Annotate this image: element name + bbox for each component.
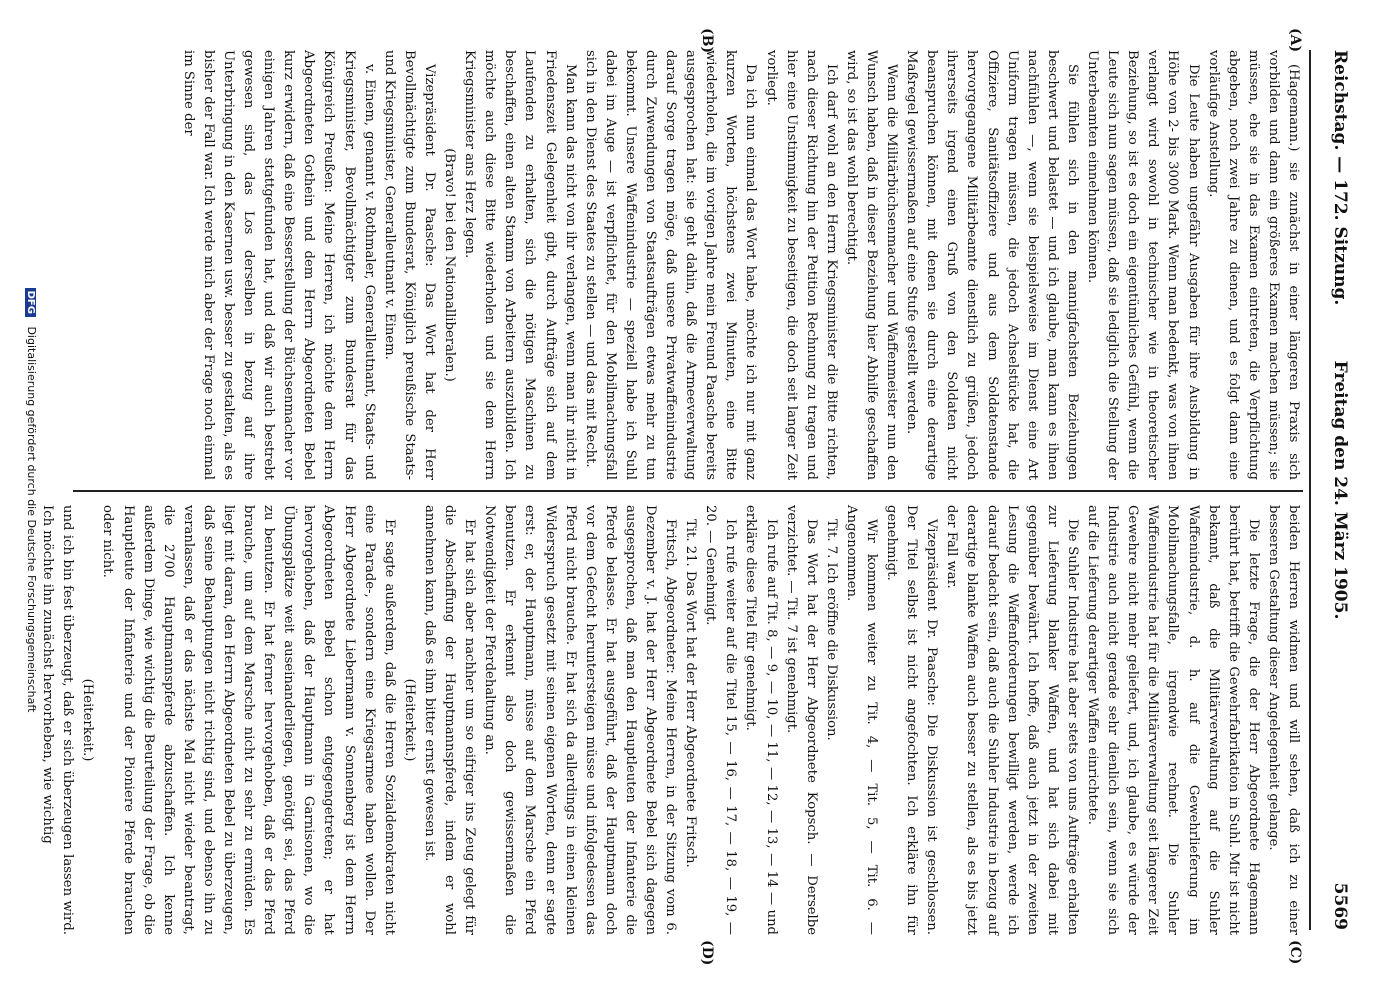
margin-marker-b: (B)	[699, 28, 715, 54]
paragraph: Er sagte außerdem, daß die Herren Sozialdemokraten nicht eine Parade-, sondern eine Kriegsarmee haben wollen. Der Herr Abgeordnete Liebermann v. Sonnenberg ist dem Herrn Abgeordneten Bebel schon entgegengetreten; er hat hervorgehoben, daß der Hauptmann in Garnisonen, wo die Übungsplätze weit auseinanderliegen, genötigt sei, das Pferd zu benutzen. Er hat ferner hervorgehoben, daß er das Pferd brauche, um auf dem Marsche nicht zu sehr zu ermüden. Es liegt mit daran, den Herrn Abgeordneten Bebel zu überzeugen, daß seine Behauptungen nicht richtig sind, und ebenso ihn zu veranlassen, daß er das nächste Mal nicht wieder beantragt, die 2700 Hauptmannspferde abzuschaffen. Ich kenne außerdem Dinge, wie wichtig die Beurteilung der Frage, ob die Hauptleute der Infanterie und der Pioniere Pferde brauchen oder nicht.	[100, 505, 397, 935]
footer-text: Digitalisierung gefördert durch die Deutsche Forschungsgemeinschaft	[25, 326, 38, 713]
paragraph: Die Leute haben ungefähr Ausgaben für ihre Ausbildung in Höhe von 2- bis 3000 Mark. Wenn man bedenkt, was von ihnen verlangt wird sowohl in technischer wie in theoretischer Beziehung, so ist es doch ein eigentümliches Gefühl, wenn die Leute sich nun sagen müssen, daß sie lediglich die Stellung der Unterbeamten einnehmen können.	[1085, 50, 1201, 480]
margin-marker-c: (C)	[1287, 940, 1303, 965]
laughter-note: (Heiterkeit.)	[80, 678, 96, 762]
paragraph: Ich rufe auf Tit. 8, — 9, — 10, — 11, — 12, — 13, — 14 — und erkläre diese Titel für genehmigt.	[743, 505, 779, 935]
paragraph: Sie fühlen sich in den mannigfachsten Beziehungen beschwert und belastet — und ich glaube, man kann es ihnen nachfühlen —, wenn sie beispielsweise im Dienst eine Art Uniform tragen müssen, die jedoch Achselstücke hat, die Offiziere, Sanitätsoffiziere und aus dem Soldatenstande hervorgegangene Militärbeamte dienstlich zu grüßen, jedoch ihrerseits irgend einen Gruß von den Soldaten nicht beanspruchen können, mit denen sie durch eine derartige Maßregel gewissermaßen auf eine Stufe gestellt werden.	[904, 50, 1080, 480]
speaker-paragraph: Vizepräsident Dr. Paasche: Das Wort hat der Herr Bevollmächtigte zum Bundesrat, Königlich preußische Staats- und Kriegsminister, Generalleutnant v. Einem.	[381, 50, 437, 480]
header-left: Reichstag. — 172. Sitzung.	[1330, 50, 1350, 306]
speaker-paragraph: Fritsch, Abgeordneter: Meine Herren, in der Sitzung vom 6. Dezember v. J. hat der Herr Abgeordnete Bebel sich dagegen ausgesprochen, daß man den Hauptleuten der Infanterie die Pferde belasse. Er hat ausgeführt, daß der Hauptmann doch vor dem Gefecht heruntersteigen müsse und infolgedessen das Pferd nicht brauche. Er hat sich da allerdings in einen kleinen Widerspruch gesetzt mit seinen eigenen Worten, denn er sagte erst: er, der Hauptmann, müsse auf dem Marsche ein Pferd benutzen. Er erkennt also doch gewissermaßen die Notwendigkeit der Pferdehaltung an.	[482, 505, 679, 935]
paragraph: beiden Herren widmen und will sehen, daß ich zu einer besseren Gestaltung dieser Angelegenheit gelange.	[1265, 505, 1301, 935]
paragraph: Tit. 7. Ich eröffne die Diskussion.	[823, 519, 839, 741]
applause-note: (Bravo! bei den Nationalliberalen.)	[442, 148, 458, 382]
column-divider	[73, 490, 1303, 492]
paragraph: Er hat sich aber nachher um so eifriger ins Zeug gelegt für die Abschaffung der Hauptmannspferde, indem er wohl annehmen kann, daß es ihm bitter ernst gewesen ist.	[421, 505, 478, 935]
paragraph: Wenn die Militärbüchsenmacher und Waffenmeister nun den Wunsch haben, daß in dieser Beziehung hier Abhilfe geschaffen wird, so ist das wohl berechtigt.	[843, 50, 900, 480]
header-rule	[1309, 50, 1311, 930]
laughter-note: (Heiterkeit.)	[401, 678, 417, 762]
margin-marker-a: (A)	[1287, 28, 1303, 53]
header-date: Freitag den 24. März 1905.	[1330, 360, 1350, 620]
paragraph: Wir kommen weiter zu Tit. 4, — Tit. 5, — Tit. 6. — Angenommen.	[843, 505, 880, 935]
margin-marker-d: (D)	[699, 940, 715, 966]
paragraph: (Hagemann.) sie zunächst in einer längeren Praxis sich vorbilden und dann ein größeres Examen machen müssen; sie müssen, ehe sie in das Examen eintreten, die Verpflichtung abgeben, noch zwei Jahre zu dienen, und es folgt dann eine vorläufige Anstellung.	[1205, 50, 1301, 480]
text-column-left	[73, 50, 1303, 480]
dfg-logo: DFG	[25, 288, 36, 317]
digitization-footer	[25, 0, 38, 1000]
page-header	[1322, 50, 1358, 930]
paragraph: Man kann das nicht von ihr verlangen, wenn man ihr nicht in Friedenszeit Gelegenheit gibt, durch Aufträge sich auf dem Laufenden zu erhalten, sich die nötigen Maschinen zu beschaffen, einen alten Stamm von Arbeitern auszubilden. Ich möchte auch diese Bitte wiederholen und sie dem Herrn Kriegsminister ans Herz legen.	[462, 50, 578, 480]
paragraph: Die Suhler Industrie hat aber stets von uns Aufträge erhalten zur Lieferung blanker Waffen, und hat sich dabei mit gegenüber bewährt. Ich hoffe, daß auch jetzt in der zweiten Lesung die Waffenforderungen bewilligt werden, werde ich darauf bedacht sein, daß auch die Suhler Industrie in bezug auf derartige blanke Waffen auch besser zu stellen, als es bis jetzt der Fall war.	[944, 505, 1080, 935]
paragraph: Die letzte Frage, die der Herr Abgeordnete Hagemann berührt hat, betrifft die Gewehrfabrikation in Suhl. Mir ist nicht bekannt, daß die Militärverwaltung auf die Suhler Waffenindustrie, d. h. auf die Gewehrlieferung im Mobilmachungsfalle, irgendwie rechnet. Die Suhler Waffenindustrie hat für die Militärverwaltung seit längerer Zeit Gewehre nicht mehr geliefert, und, ich glaube, es würde der Industrie auch nicht gerade sehr dienlich sein, wenn sie sich auf die Lieferung derartiger Waffen einrichtete.	[1085, 505, 1261, 935]
page-number: 5569	[1330, 882, 1350, 930]
speaker-paragraph: Vizepräsident Dr. Paasche: Die Diskussion ist geschlossen. Der Titel selbst ist nicht angefochten. Ich erkläre ihn für genehmigt.	[884, 505, 940, 935]
paragraph: Tit. 21. Das Wort hat der Herr Abgeordnete Fritsch.	[683, 519, 699, 868]
paragraph: und ich bin fest überzeugt, daß er sich überzeugen lassen wird. Ich möchte ihn zunächst hervorheben, wie wichtig	[40, 505, 76, 935]
paragraph: Da ich nun einmal das Wort habe, möchte ich nur mit ganz kurzen Worten, höchstens zwei Minuten, eine Bitte wiederholen, die im vorigen Jahre mein Freund Paasche bereits ausgesprochen hat: sie geht dahin, daß die Armeeverwaltung darauf Sorge tragen möge, daß unsere Privatwaffenindustrie durch Zuwendungen von Staatsaufträgen etwas mehr zu tun bekommt. Unsere Waffenindustrie — speziell habe ich Suhl dabei im Auge — ist verpflichtet, für den Mobilmachungsfall sich in den Dienst des Staates zu stellen — und das mit Recht.	[582, 50, 759, 480]
paragraph: Ich darf wohl an den Herrn Kriegsminister die Bitte richten, nach dieser Richtung hin der Petition Rechnung zu tragen und hier eine Unstimmigkeit zu beseitigen, die doch seit langer Zeit vorliegt.	[763, 50, 839, 480]
paragraph: Das Wort hat der Herr Abgeordnete Kopsch. — Derselbe verzichtet. — Tit. 7 ist genehmigt.	[783, 505, 819, 935]
speaker-paragraph: v. Einem, genannt v. Rothmaler, Generalleutnant, Staats- und Kriegsminister, Bevollmächtigter zum Bundesrat für das Königreich Preußen: Meine Herren, ich möchte dem Herrn Abgeordneten Gothein und dem Herrn Abgeordneten Bebel kurz erwidern, daß eine Besserstellung der Büchsenmacher vor einigen Jahren stattgefunden hat, und daß wir auch bestrebt gewesen sind, das Los derselben in bezug auf ihre Unterbringung in den Kasernen usw. besser zu gestalten, als es bisher der Fall war. Ich werde mich aber der Frage noch einmal im Sinne der	[180, 50, 377, 480]
text-column-right	[40, 505, 1303, 935]
paragraph: Ich rufe weiter auf die Titel 15, — 16, — 17, — 18, — 19, — 20. — Genehmigt.	[703, 505, 739, 935]
